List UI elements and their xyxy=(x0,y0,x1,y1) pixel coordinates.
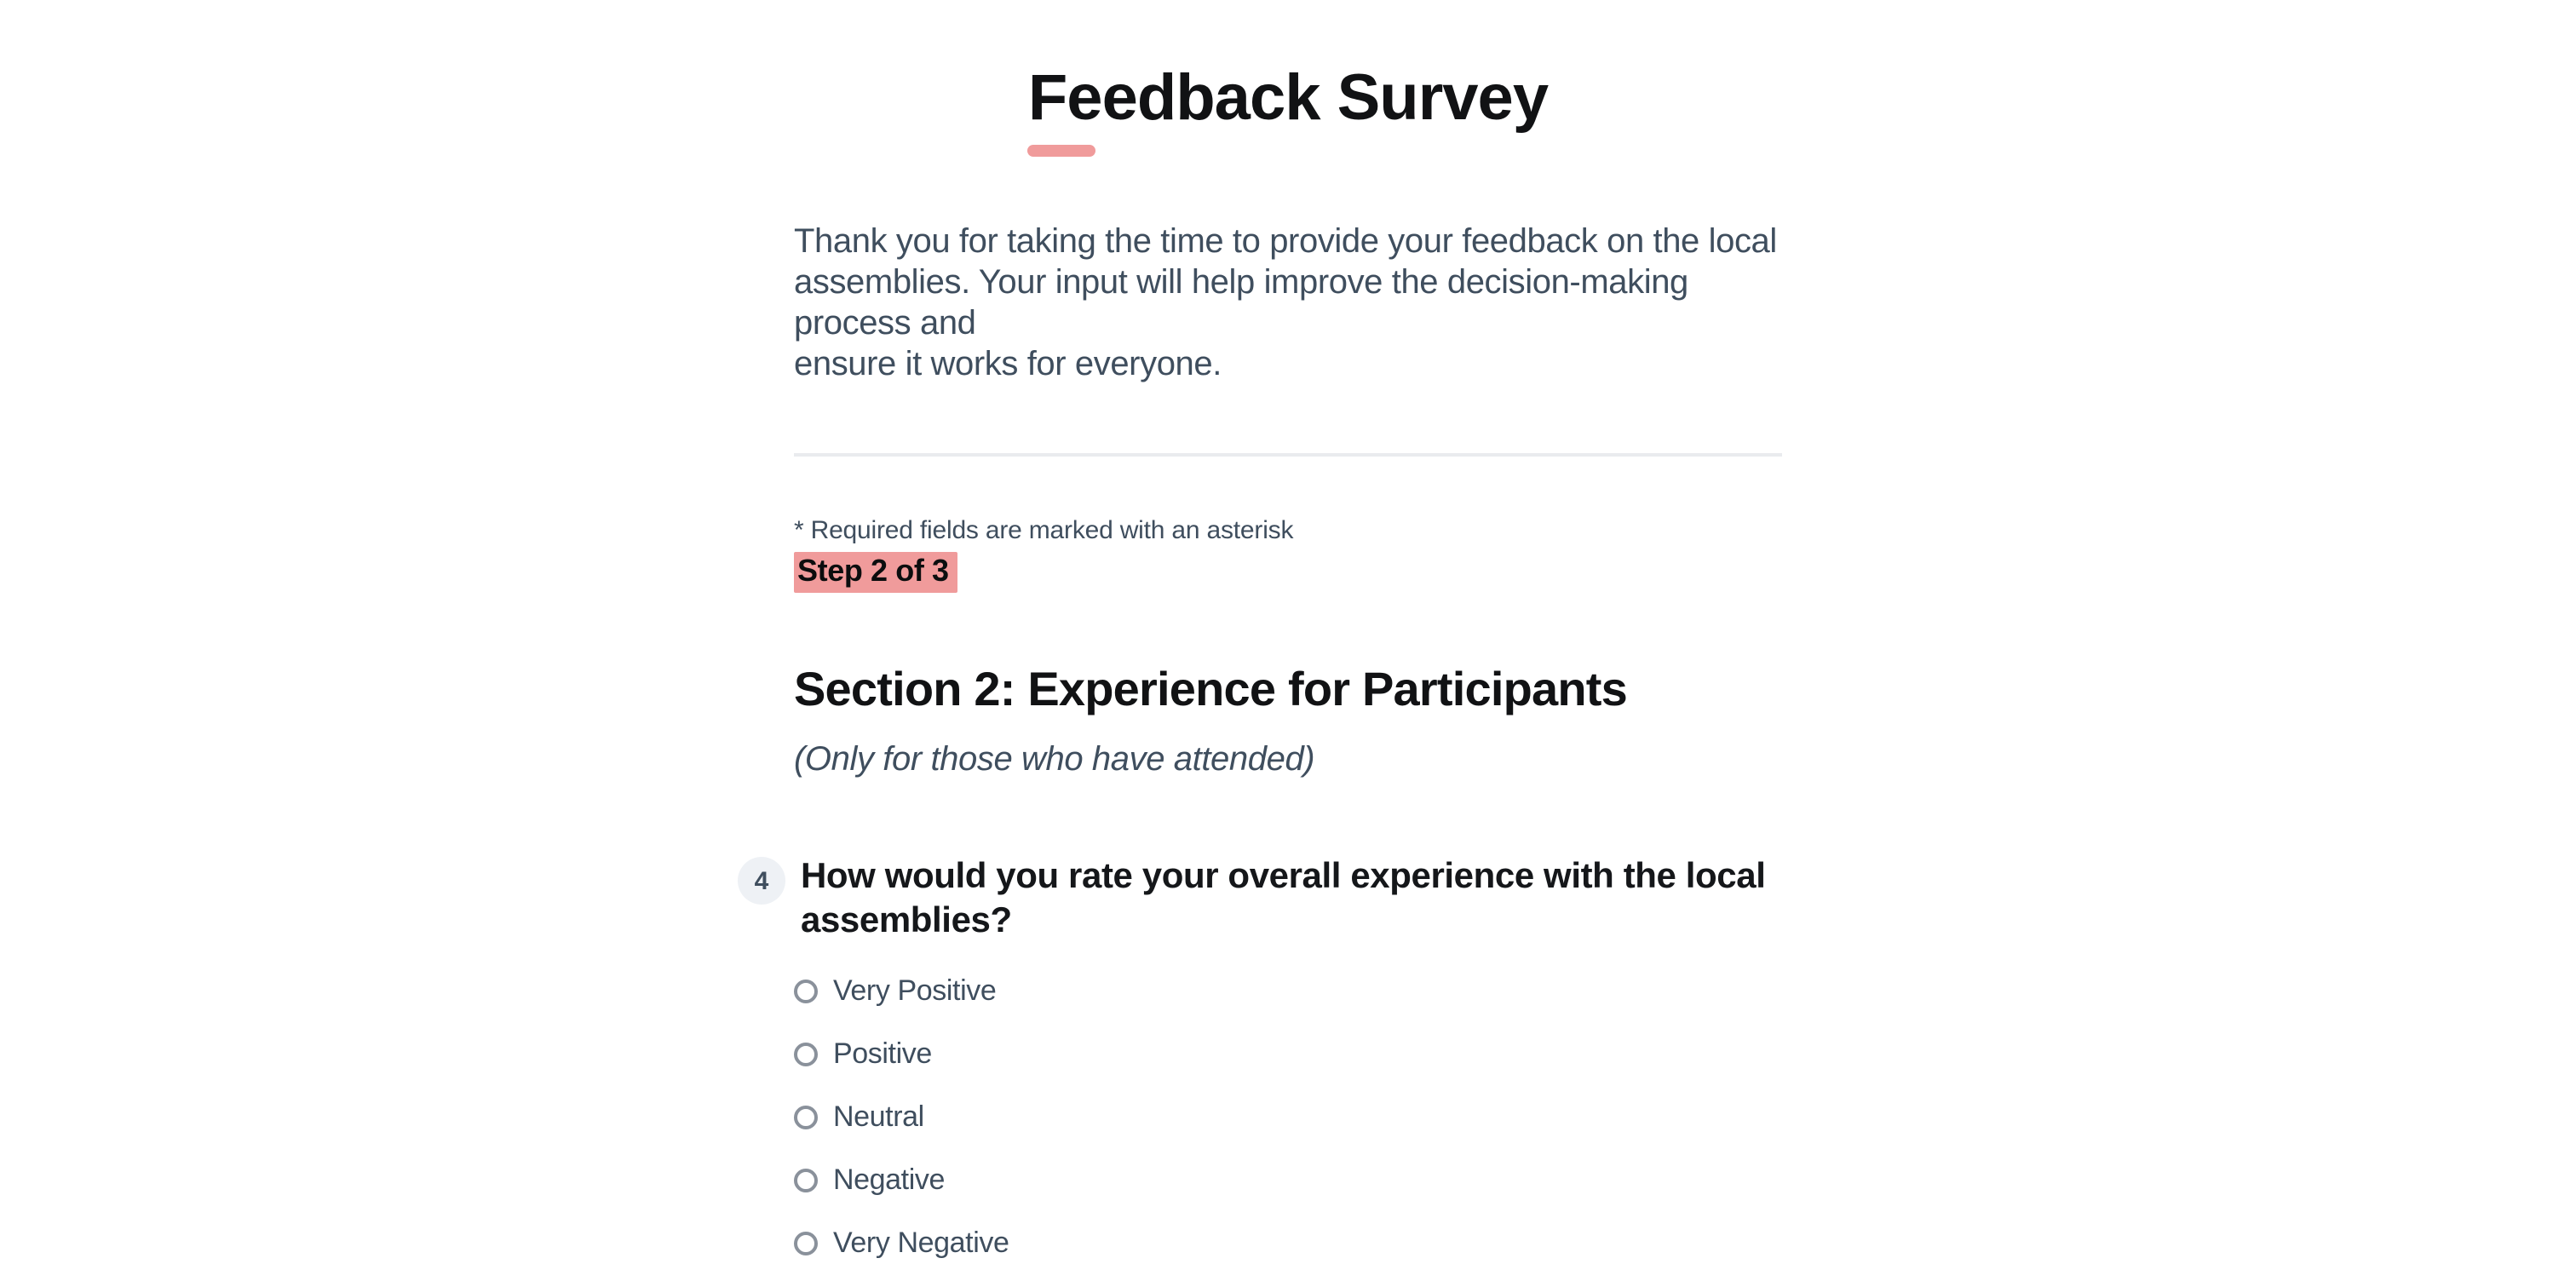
title-block xyxy=(794,61,1782,157)
radio-label: Neutral xyxy=(833,1100,924,1133)
radio-button-icon[interactable] xyxy=(794,1043,818,1066)
question-text: How would you rate your overall experience with the local assemblies? xyxy=(801,857,1766,940)
page-title: Feedback Survey xyxy=(1027,63,1549,135)
step-badge: Step 2 of 3 xyxy=(794,552,957,593)
radio-label: Positive xyxy=(833,1037,932,1070)
required-note: * Required fields are marked with an asterisk xyxy=(794,516,1294,545)
radio-option[interactable] xyxy=(794,1160,1782,1201)
intro-text: Thank you for taking the time to provide your feedback on the local assemblies. Your input will help improve the decision-making process and ensure it works for everyone. xyxy=(794,223,1777,383)
options-list xyxy=(794,971,1782,1264)
section-subtitle: (Only for those who have attended) xyxy=(794,741,1315,779)
survey-content-column xyxy=(754,0,1782,1264)
section-divider xyxy=(794,453,1782,457)
title-underline-bar xyxy=(1028,145,1096,157)
section-heading: Section 2: Experience for Participants xyxy=(794,663,1627,715)
radio-option[interactable] xyxy=(794,1034,1782,1075)
radio-option[interactable] xyxy=(794,971,1782,1012)
radio-label: Negative xyxy=(833,1163,945,1196)
radio-button-icon[interactable] xyxy=(794,1106,818,1129)
radio-button-icon[interactable] xyxy=(794,1232,818,1255)
radio-label: Very Negative xyxy=(833,1227,1009,1259)
step-line xyxy=(794,552,1782,593)
question-4 xyxy=(738,855,1782,944)
radio-option[interactable] xyxy=(794,1223,1782,1264)
radio-label: Very Positive xyxy=(833,974,997,1007)
radio-button-icon[interactable] xyxy=(794,980,818,1003)
question-number-badge: 4 xyxy=(738,857,785,905)
radio-option[interactable] xyxy=(794,1097,1782,1138)
radio-button-icon[interactable] xyxy=(794,1169,818,1192)
